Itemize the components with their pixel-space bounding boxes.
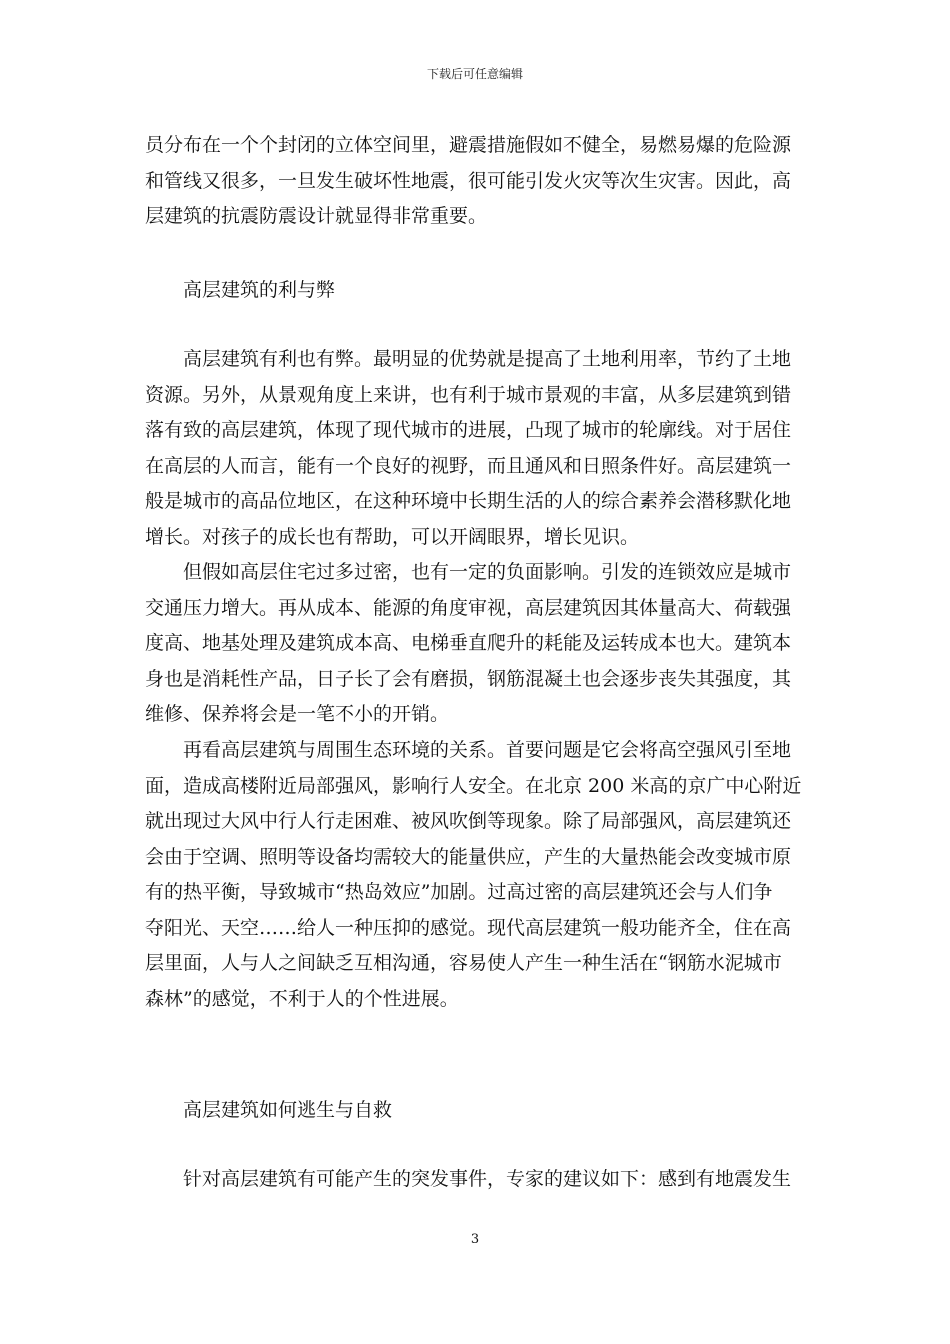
paragraph-environment bbox=[145, 733, 807, 1017]
text-line: 落有致的高层建筑，体现了现代城市的进展，凸现了城市的轮廓线。对于居住 bbox=[145, 419, 792, 441]
text-line: 般是城市的高品位地区，在这种环境中长期生活的人的综合素养会潜移默化地 bbox=[145, 490, 792, 512]
text-line: 森林”的感觉，不利于人的个性进展。 bbox=[145, 987, 459, 1010]
section-heading-escape: 高层建筑如何逃生与自救 bbox=[183, 1099, 393, 1121]
text-line: 高层建筑有利也有弊。最明显的优势就是提高了土地利用率，节约了土地 bbox=[183, 348, 792, 370]
text-line: 再看高层建筑与周围生态环境的关系。首要问题是它会将高空强风引至地 bbox=[183, 739, 792, 761]
page-header: 下载后可任意编辑 bbox=[426, 67, 523, 81]
text-line: 针对高层建筑有可能产生的突发事件，专家的建议如下：感到有地震发生 bbox=[183, 1168, 792, 1190]
text-line: 资源。另外，从景观角度上来讲，也有利于城市景观的丰富，从多层建筑到错 bbox=[145, 383, 792, 406]
text-line: 层里面，人与人之间缺乏互相沟通，容易使人产生一种生活在“钢筋水泥城市 bbox=[145, 952, 782, 974]
text-line: 交通压力增大。再从成本、能源的角度审视，高层建筑因其体量高大、荷载强 bbox=[145, 596, 792, 619]
text-line: 在高层的人而言，能有一个良好的视野，而且通风和日照条件好。高层建筑一 bbox=[145, 454, 792, 477]
section-heading-pros-cons: 高层建筑的利与弊 bbox=[183, 279, 336, 301]
text-line: 层建筑的抗震防震设计就显得非常重要。 bbox=[145, 205, 488, 227]
paragraph-escape-advice bbox=[145, 1162, 807, 1198]
text-line: 就出现过大风中行人行走困难、被风吹倒等现象。除了局部强风，高层建筑还 bbox=[145, 810, 792, 832]
text-line: 夺阳光、天空……给人一种压抑的感觉。现代高层建筑一般功能齐全，住在高 bbox=[145, 916, 792, 939]
text-line: 但假如高层住宅过多过密，也有一定的负面影响。引发的连锁效应是城市 bbox=[183, 561, 792, 583]
paragraph-continued bbox=[145, 128, 807, 235]
paragraph-disadvantages bbox=[145, 555, 807, 733]
text-line: 会由于空调、照明等设备均需较大的能量供应，产生的大量热能会改变城市原 bbox=[145, 845, 792, 868]
text-line: 度高、地基处理及建筑成本高、电梯垂直爬升的耗能及运转成本也大。建筑本 bbox=[145, 632, 792, 654]
page-number: 3 bbox=[470, 1232, 480, 1247]
text-line: 维修、保养将会是一笔不小的开销。 bbox=[145, 703, 450, 725]
text-line: 身也是消耗性产品，日子长了会有磨损，钢筋混凝土也会逐步丧失其强度，其 bbox=[145, 667, 792, 690]
text-line: 员分布在一个个封闭的立体空间里，避震措施假如不健全，易燃易爆的危险源 bbox=[145, 134, 792, 156]
text-line: 有的热平衡，导致城市“热岛效应”加剧。过高过密的高层建筑还会与人们争 bbox=[145, 881, 773, 903]
text-line: 和管线又很多，一旦发生破坏性地震，很可能引发火灾等次生灾害。因此，高 bbox=[145, 169, 792, 192]
text-line: 增长。对孩子的成长也有帮助，可以开阔眼界，增长见识。 bbox=[145, 525, 640, 548]
text-line: 面，造成高楼附近局部强风，影响行人安全。在北京 200 米高的京广中心附近 bbox=[145, 774, 802, 797]
paragraph-advantages bbox=[145, 342, 807, 555]
